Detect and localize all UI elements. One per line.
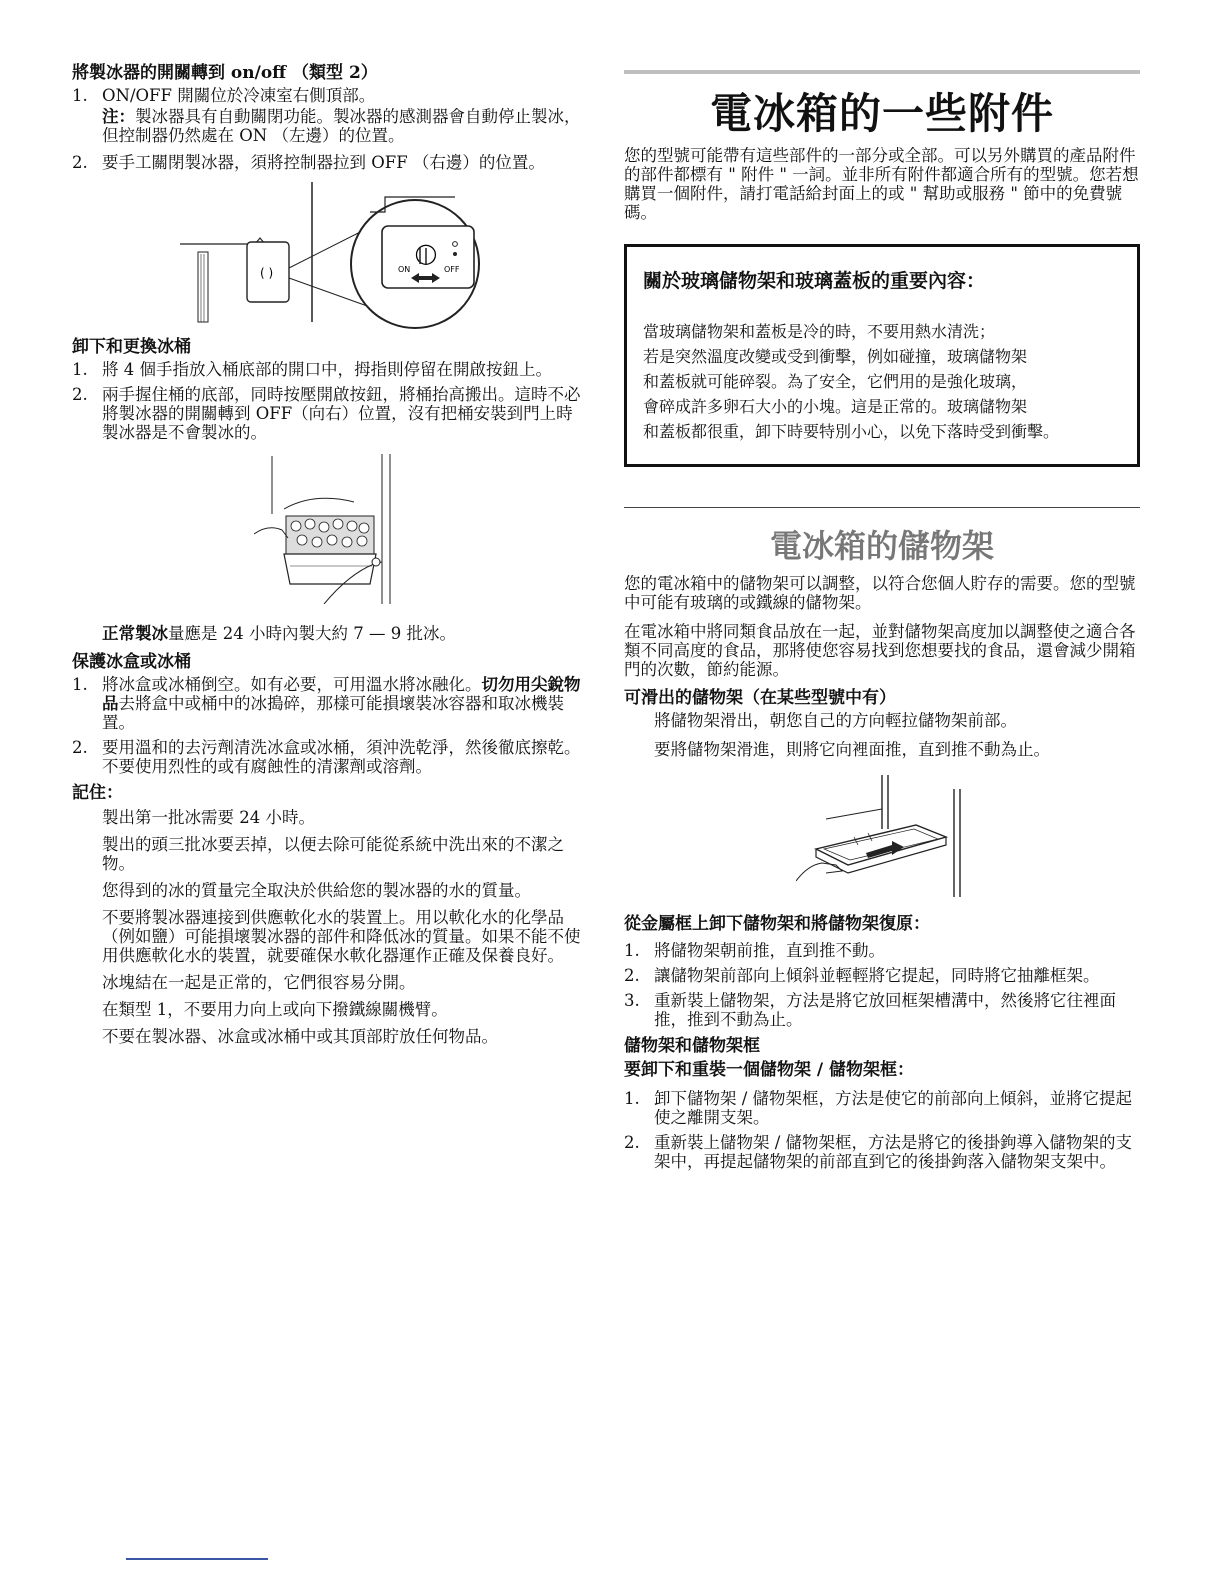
icemaker-switch-illustration — [170, 182, 490, 330]
remember-item: 製出的頭三批冰要丟掉，以便去除可能從系統中洗出來的不潔之物。 — [102, 835, 564, 873]
list-item: 3. 重新裝上儲物架，方法是將它放回框架槽溝中，然後將它往裡面推，推到不動為止。 — [624, 991, 1116, 1029]
remember-item: 不要將製冰器連接到供應軟化水的裝置上。用以軟化水的化學品（例如鹽）可能損壞製冰器的部件和降低冰的質量。如果不能不使用供應軟化水的裝置，就要確保水軟化器運作正確及保養良好。 — [102, 908, 581, 965]
list-item: 2. 讓儲物架前部向上傾斜並輕輕將它提起，同時將它抽離框架。 — [624, 966, 1100, 985]
switch-steps — [72, 86, 588, 105]
ice-bin-steps — [72, 360, 588, 442]
list-item: 1. ON/OFF 開關位於冷凍室右側頂部。 — [72, 86, 376, 105]
accessories-intro: 您的型號可能帶有這些部件的一部分或全部。可以另外購買的產品附件的部件都標有 " 附件 " 一詞。並非所有附件都適合所有的型號。您若想購買一個附件，請打電話給封面上的或 " 幫助或服務 " 節中的免費號碼。 — [624, 146, 1139, 222]
warning-line: 當玻璃儲物架和蓋板是冷的時，不要用熱水清洗； — [643, 322, 996, 341]
section-title-rack: 儲物架和儲物架框 — [624, 1036, 760, 1056]
section-title-ice-bin: 卸下和更換冰桶 — [72, 337, 191, 357]
rack-steps — [624, 1089, 1140, 1171]
page-title-accessories: 電冰箱的一些附件 — [709, 89, 1054, 138]
shelves-p1: 您的電冰箱中的儲物架可以調整，以符合您個人貯存的需要。您的型號中可能有玻璃的或鐵線的儲物架。 — [624, 574, 1136, 612]
section-divider — [624, 70, 1140, 74]
list-item: 2. 重新裝上儲物架 / 儲物架框，方法是將它的後掛鉤導入儲物架的支架中，再提起儲物架的前部直到它的後掛鉤落入儲物架支架中。 — [624, 1133, 1133, 1171]
list-item: 2. 兩手握住桶的底部，同時按壓開啟按鈕，將桶抬高搬出。這時不必將製冰器的開關轉到 OFF（向右）位置，沒有把桶安裝到門上時製冰器是不會製冰的。 — [72, 385, 581, 442]
list-item: 1. 將冰盒或冰桶倒空。如有必要，可用溫水將冰融化。切勿用尖銳物品去將盒中或桶中的冰搗碎，那樣可能損壞裝冰容器和取冰機裝置。 — [72, 675, 581, 732]
left-column — [72, 62, 588, 1054]
warning-line: 會碎成許多卵石大小的小塊。這是正常的。玻璃儲物架 — [643, 397, 1028, 416]
remember-item: 冰塊結在一起是正常的，它們很容易分開。 — [102, 973, 416, 992]
footer-rule — [126, 1558, 268, 1560]
warning-title: 關於玻璃儲物架和玻璃蓋板的重要內容： — [643, 270, 986, 292]
switch-off-label: OFF — [444, 265, 460, 274]
list-item: 2. 要手工關閉製冰器，須將控制器拉到 OFF （右邊）的位置。 — [72, 153, 545, 172]
svg-text:◯: ◯ — [414, 241, 438, 265]
list-item: 1. 將儲物架朝前推，直到推不動。 — [624, 941, 885, 960]
warning-line: 若是突然溫度改變或受到衝擊，例如碰撞，玻璃儲物架 — [643, 347, 1028, 366]
ice-bin-illustration — [254, 454, 414, 604]
section-divider — [624, 507, 1140, 508]
protect-bin-steps — [72, 675, 588, 776]
list-item: 2. 要用溫和的去污劑清洗冰盒或冰桶，須沖洗乾淨，然後徹底擦乾。不要使用烈性的或有腐蝕性的清潔劑或溶劑。 — [72, 738, 581, 776]
slide-shelf-illustration — [796, 769, 976, 899]
svg-text:( ): ( ) — [260, 266, 274, 280]
section-title-slide-shelf: 可滑出的儲物架（在某些型號中有） — [624, 688, 896, 708]
remember-item: 在類型 1，不要用力向上或向下撥鐵線關機臂。 — [102, 1000, 448, 1019]
section-title-shelves: 電冰箱的儲物架 — [769, 527, 994, 565]
shelves-p2: 在電冰箱中將同類食品放在一起，並對儲物架高度加以調整使之適合各類不同高度的食品，那將使您容易找到您想要找的食品，還會減少開箱門的次數，節約能源。 — [624, 622, 1136, 679]
right-column — [624, 70, 1140, 1177]
remember-list — [72, 808, 588, 1046]
list-item: 1. 卸下儲物架 / 儲物架框，方法是使它的前部向上傾斜，並將它提起使之離開支架。 — [624, 1089, 1133, 1127]
remember-item: 不要在製冰器、冰盒或冰桶中或其頂部貯放任何物品。 — [102, 1027, 498, 1046]
warning-line: 和蓋板就可能碎裂。為了安全，它們用的是強化玻璃， — [643, 372, 1028, 391]
warning-line: 和蓋板都很重，卸下時要特別小心，以免下落時受到衝擊。 — [643, 422, 1060, 441]
section-title-icemaker-switch: 將製冰器的開關轉到 on/off （類型 2） — [72, 63, 378, 83]
switch-on-label: ON — [398, 265, 411, 274]
slide-shelf-p2: 要將儲物架滑進，則將它向裡面推，直到推不動為止。 — [654, 740, 1050, 759]
list-item: 1. 將 4 個手指放入桶底部的開口中，拇指則停留在開啟按鈕上。 — [72, 360, 552, 379]
section-subtitle-rack: 要卸下和重裝一個儲物架 / 儲物架框： — [624, 1060, 915, 1080]
slide-shelf-p1: 將儲物架滑出，朝您自己的方向輕拉儲物架前部。 — [654, 711, 1017, 730]
normal-ice-production: 正常製冰量應是 24 小時內製大約 7 — 9 批冰。 — [102, 624, 456, 643]
note-paragraph: 注：製冰器具有自動關閉功能。製冰器的感測器會自動停止製冰，但控制器仍然處在 ON （左邊）的位置。 — [102, 107, 581, 145]
glass-shelf-warning-box — [624, 244, 1140, 467]
frame-shelf-steps — [624, 941, 1140, 1029]
remember-item: 製出第一批冰需要 24 小時。 — [102, 808, 315, 827]
section-title-protect-bin: 保護冰盒或冰桶 — [72, 652, 191, 672]
section-title-remember: 記住： — [72, 783, 123, 803]
remember-item: 您得到的冰的質量完全取決於供給您的製冰器的水的質量。 — [102, 881, 531, 900]
section-title-frame-shelf: 從金屬框上卸下儲物架和將儲物架復原： — [624, 914, 930, 934]
